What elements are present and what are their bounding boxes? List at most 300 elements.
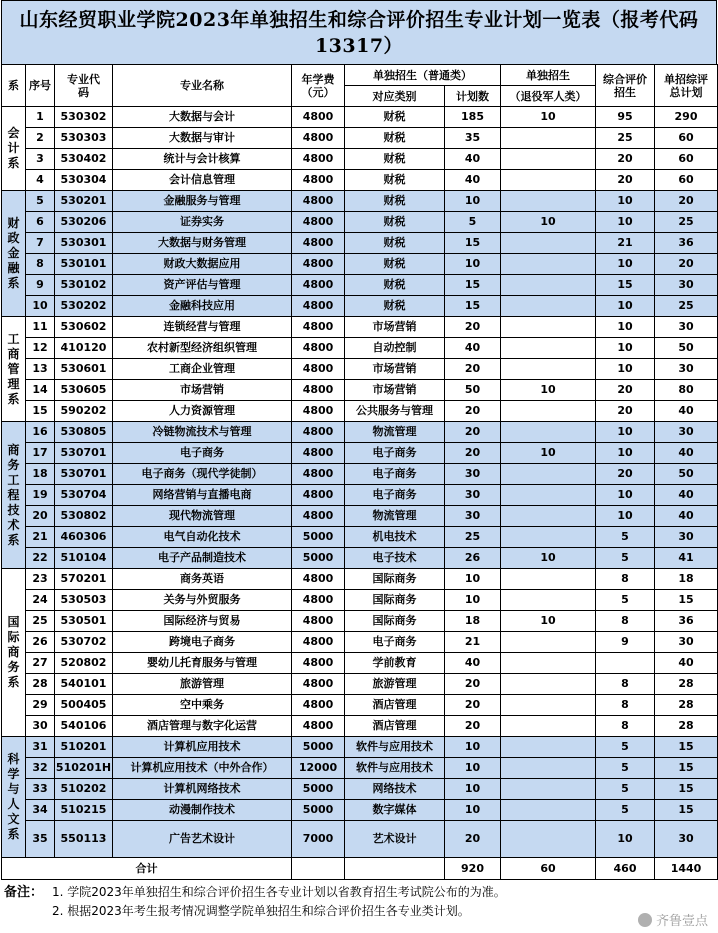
totals-veteran: 60 [501, 858, 596, 880]
cell-plan: 26 [445, 548, 501, 569]
cell-major-name: 酒店管理与数字化运营 [113, 716, 292, 737]
cell-comprehensive: 8 [596, 674, 655, 695]
watermark-logo-icon [638, 913, 652, 927]
cell-plan: 10 [445, 254, 501, 275]
cell-fee: 5000 [292, 548, 345, 569]
cell-fee: 4800 [292, 716, 345, 737]
cell-comprehensive: 20 [596, 149, 655, 170]
cell-fee: 4800 [292, 191, 345, 212]
cell-total: 15 [655, 800, 718, 821]
cell-total: 36 [655, 233, 718, 254]
cell-fee: 4800 [292, 275, 345, 296]
cell-total: 40 [655, 485, 718, 506]
cell-comprehensive: 10 [596, 821, 655, 858]
cell-code: 530805 [55, 422, 113, 443]
cell-veteran [501, 590, 596, 611]
dept-name: 工商管理系 [7, 331, 20, 406]
table-row [2, 170, 718, 191]
cell-category: 财税 [345, 149, 445, 170]
cell-fee: 4800 [292, 695, 345, 716]
cell-comprehensive: 10 [596, 254, 655, 275]
cell-major-name: 会计信息管理 [113, 170, 292, 191]
cell-plan: 5 [445, 212, 501, 233]
totals-plan: 920 [445, 858, 501, 880]
cell-fee: 4800 [292, 170, 345, 191]
cell-category: 公共服务与管理 [345, 401, 445, 422]
cell-code: 530702 [55, 632, 113, 653]
cell-category: 市场营销 [345, 359, 445, 380]
cell-total: 30 [655, 632, 718, 653]
cell-seq: 28 [26, 674, 55, 695]
cell-total: 28 [655, 695, 718, 716]
cell-plan: 15 [445, 233, 501, 254]
cell-code: 530802 [55, 506, 113, 527]
cell-category: 国际商务 [345, 611, 445, 632]
table-row [2, 191, 718, 212]
cell-comprehensive: 20 [596, 380, 655, 401]
cell-total: 50 [655, 464, 718, 485]
cell-code: 530202 [55, 296, 113, 317]
totals-blank [345, 858, 445, 880]
table-row [2, 443, 718, 464]
cell-seq: 21 [26, 527, 55, 548]
cell-comprehensive: 5 [596, 548, 655, 569]
cell-plan: 30 [445, 485, 501, 506]
cell-code: 410120 [55, 338, 113, 359]
cell-comprehensive: 10 [596, 422, 655, 443]
cell-total: 40 [655, 401, 718, 422]
cell-major-name: 冷链物流技术与管理 [113, 422, 292, 443]
cell-plan: 10 [445, 569, 501, 590]
cell-seq: 24 [26, 590, 55, 611]
table-row [2, 128, 718, 149]
cell-major-name: 证券实务 [113, 212, 292, 233]
cell-plan: 21 [445, 632, 501, 653]
cell-seq: 7 [26, 233, 55, 254]
cell-major-name: 财政大数据应用 [113, 254, 292, 275]
cell-fee: 4800 [292, 632, 345, 653]
cell-major-name: 农村新型经济组织管理 [113, 338, 292, 359]
cell-seq: 9 [26, 275, 55, 296]
cell-total: 41 [655, 548, 718, 569]
cell-plan: 20 [445, 716, 501, 737]
table-row [2, 758, 718, 779]
cell-seq: 8 [26, 254, 55, 275]
totals-total: 1440 [655, 858, 718, 880]
dept-cell [2, 422, 26, 569]
cell-category: 财税 [345, 128, 445, 149]
cell-code: 530304 [55, 170, 113, 191]
cell-plan: 30 [445, 464, 501, 485]
cell-comprehensive: 8 [596, 716, 655, 737]
cell-category: 市场营销 [345, 317, 445, 338]
enrollment-plan-table [1, 64, 718, 880]
table-row [2, 317, 718, 338]
cell-veteran [501, 779, 596, 800]
table-row [2, 485, 718, 506]
cell-seq: 10 [26, 296, 55, 317]
table-row [2, 611, 718, 632]
cell-veteran [501, 128, 596, 149]
cell-seq: 35 [26, 821, 55, 858]
cell-comprehensive: 5 [596, 800, 655, 821]
header-comprehensive: 综合评价招生 [596, 65, 655, 107]
cell-major-name: 金融服务与管理 [113, 191, 292, 212]
cell-seq: 17 [26, 443, 55, 464]
cell-code: 530201 [55, 191, 113, 212]
cell-veteran [501, 569, 596, 590]
cell-fee: 4800 [292, 590, 345, 611]
cell-seq: 33 [26, 779, 55, 800]
cell-comprehensive: 10 [596, 212, 655, 233]
note-line-1: 1. 学院2023年单独招生和综合评价招生各专业计划以省教育招生考试院公布的为准。 [52, 885, 506, 899]
dept-cell [2, 569, 26, 737]
notes-label: 备注： [4, 885, 44, 900]
cell-veteran: 10 [501, 107, 596, 128]
table-row [2, 506, 718, 527]
cell-plan: 15 [445, 275, 501, 296]
cell-total: 60 [655, 128, 718, 149]
cell-veteran [501, 254, 596, 275]
cell-seq: 34 [26, 800, 55, 821]
note-line-2: 2. 根据2023年考生报考情况调整学院单独招生和综合评价招生各专业类计划。 [52, 904, 470, 918]
cell-category: 电子商务 [345, 485, 445, 506]
cell-category: 财税 [345, 233, 445, 254]
cell-code: 570201 [55, 569, 113, 590]
cell-plan: 40 [445, 170, 501, 191]
dept-name: 会计系 [7, 126, 20, 170]
cell-major-name: 连锁经营与管理 [113, 317, 292, 338]
cell-plan: 10 [445, 758, 501, 779]
cell-comprehensive: 9 [596, 632, 655, 653]
cell-fee: 4800 [292, 401, 345, 422]
cell-code: 530302 [55, 107, 113, 128]
cell-plan: 50 [445, 380, 501, 401]
cell-comprehensive: 10 [596, 359, 655, 380]
cell-category: 酒店管理 [345, 716, 445, 737]
cell-code: 530701 [55, 464, 113, 485]
cell-code: 510201H [55, 758, 113, 779]
cell-total: 40 [655, 443, 718, 464]
cell-fee: 4800 [292, 296, 345, 317]
cell-major-name: 大数据与会计 [113, 107, 292, 128]
cell-veteran [501, 317, 596, 338]
header-total: 单招综评总计划 [655, 65, 718, 107]
cell-comprehensive: 5 [596, 758, 655, 779]
cell-total: 60 [655, 149, 718, 170]
cell-major-name: 电子产品制造技术 [113, 548, 292, 569]
cell-category: 软件与应用技术 [345, 758, 445, 779]
cell-comprehensive [596, 653, 655, 674]
cell-comprehensive: 10 [596, 506, 655, 527]
header-seq: 序号 [26, 65, 55, 107]
table-row [2, 296, 718, 317]
cell-total: 80 [655, 380, 718, 401]
cell-veteran [501, 695, 596, 716]
cell-major-name: 旅游管理 [113, 674, 292, 695]
cell-comprehensive: 10 [596, 338, 655, 359]
page-title: 山东经贸职业学院2023年单独招生和综合评价招生专业计划一览表（报考代码13317） [1, 0, 717, 64]
cell-category: 艺术设计 [345, 821, 445, 858]
table-row [2, 695, 718, 716]
cell-fee: 4800 [292, 569, 345, 590]
cell-category: 国际商务 [345, 590, 445, 611]
cell-plan: 35 [445, 128, 501, 149]
cell-plan: 20 [445, 359, 501, 380]
cell-major-name: 广告艺术设计 [113, 821, 292, 858]
cell-code: 540101 [55, 674, 113, 695]
cell-seq: 14 [26, 380, 55, 401]
cell-fee: 4800 [292, 485, 345, 506]
cell-major-name: 计算机应用技术（中外合作） [113, 758, 292, 779]
cell-code: 510201 [55, 737, 113, 758]
cell-code: 530206 [55, 212, 113, 233]
cell-major-name: 人力资源管理 [113, 401, 292, 422]
cell-veteran [501, 401, 596, 422]
cell-seq: 29 [26, 695, 55, 716]
cell-category: 国际商务 [345, 569, 445, 590]
cell-total: 15 [655, 758, 718, 779]
cell-major-name: 电气自动化技术 [113, 527, 292, 548]
cell-veteran [501, 653, 596, 674]
cell-total: 15 [655, 590, 718, 611]
cell-fee: 4800 [292, 317, 345, 338]
cell-seq: 12 [26, 338, 55, 359]
cell-category: 物流管理 [345, 506, 445, 527]
cell-seq: 15 [26, 401, 55, 422]
table-row [2, 359, 718, 380]
cell-total: 30 [655, 422, 718, 443]
cell-total: 18 [655, 569, 718, 590]
cell-veteran [501, 191, 596, 212]
cell-veteran [501, 275, 596, 296]
cell-total: 20 [655, 191, 718, 212]
cell-category: 网络技术 [345, 779, 445, 800]
cell-code: 530303 [55, 128, 113, 149]
cell-plan: 10 [445, 800, 501, 821]
cell-veteran [501, 527, 596, 548]
cell-fee: 4800 [292, 443, 345, 464]
table-row [2, 422, 718, 443]
cell-total: 25 [655, 296, 718, 317]
cell-major-name: 关务与外贸服务 [113, 590, 292, 611]
cell-fee: 4800 [292, 611, 345, 632]
cell-code: 520802 [55, 653, 113, 674]
cell-seq: 26 [26, 632, 55, 653]
cell-major-name: 计算机应用技术 [113, 737, 292, 758]
cell-major-name: 工商企业管理 [113, 359, 292, 380]
totals-row [2, 858, 718, 880]
header-single-general: 单独招生（普通类） [345, 65, 501, 86]
cell-major-name: 统计与会计核算 [113, 149, 292, 170]
cell-total: 15 [655, 737, 718, 758]
header-dept: 系 [2, 65, 26, 107]
cell-comprehensive: 95 [596, 107, 655, 128]
table-row [2, 527, 718, 548]
cell-major-name: 商务英语 [113, 569, 292, 590]
cell-seq: 30 [26, 716, 55, 737]
cell-category: 财税 [345, 107, 445, 128]
cell-code: 460306 [55, 527, 113, 548]
cell-seq: 11 [26, 317, 55, 338]
cell-seq: 3 [26, 149, 55, 170]
cell-seq: 25 [26, 611, 55, 632]
table-row [2, 569, 718, 590]
cell-plan: 18 [445, 611, 501, 632]
cell-plan: 20 [445, 674, 501, 695]
cell-fee: 4800 [292, 380, 345, 401]
cell-veteran [501, 338, 596, 359]
cell-fee: 4800 [292, 338, 345, 359]
cell-fee: 4800 [292, 653, 345, 674]
cell-veteran: 10 [501, 212, 596, 233]
header-single-veteran-line1: 单独招生 [501, 65, 596, 86]
cell-code: 530602 [55, 317, 113, 338]
cell-code: 550113 [55, 821, 113, 858]
cell-fee: 4800 [292, 128, 345, 149]
cell-major-name: 婴幼儿托育服务与管理 [113, 653, 292, 674]
cell-comprehensive: 10 [596, 317, 655, 338]
cell-seq: 5 [26, 191, 55, 212]
cell-veteran [501, 149, 596, 170]
watermark [638, 910, 708, 929]
cell-veteran: 10 [501, 548, 596, 569]
cell-fee: 5000 [292, 737, 345, 758]
cell-category: 财税 [345, 170, 445, 191]
cell-total: 60 [655, 170, 718, 191]
cell-comprehensive: 5 [596, 779, 655, 800]
cell-category: 机电技术 [345, 527, 445, 548]
cell-code: 540106 [55, 716, 113, 737]
cell-code: 530701 [55, 443, 113, 464]
table-row [2, 590, 718, 611]
cell-major-name: 跨境电子商务 [113, 632, 292, 653]
cell-total: 30 [655, 317, 718, 338]
table-row [2, 779, 718, 800]
cell-category: 财税 [345, 275, 445, 296]
cell-code: 510104 [55, 548, 113, 569]
cell-major-name: 空中乘务 [113, 695, 292, 716]
table-row [2, 254, 718, 275]
cell-fee: 4800 [292, 212, 345, 233]
cell-total: 30 [655, 275, 718, 296]
cell-seq: 18 [26, 464, 55, 485]
cell-total: 36 [655, 611, 718, 632]
cell-category: 电子商务 [345, 632, 445, 653]
cell-code: 530601 [55, 359, 113, 380]
dept-cell [2, 737, 26, 858]
cell-fee: 5000 [292, 779, 345, 800]
cell-plan: 10 [445, 737, 501, 758]
table-row [2, 674, 718, 695]
dept-cell [2, 317, 26, 422]
cell-major-name: 金融科技应用 [113, 296, 292, 317]
cell-total: 290 [655, 107, 718, 128]
cell-category: 财税 [345, 254, 445, 275]
cell-major-name: 资产评估与管理 [113, 275, 292, 296]
cell-comprehensive: 8 [596, 695, 655, 716]
cell-seq: 6 [26, 212, 55, 233]
cell-major-name: 网络营销与直播电商 [113, 485, 292, 506]
watermark-text: 齐鲁壹点 [655, 914, 708, 929]
cell-seq: 19 [26, 485, 55, 506]
cell-seq: 22 [26, 548, 55, 569]
cell-veteran [501, 296, 596, 317]
cell-fee: 4800 [292, 233, 345, 254]
cell-code: 530704 [55, 485, 113, 506]
cell-comprehensive: 20 [596, 464, 655, 485]
cell-veteran [501, 716, 596, 737]
cell-code: 530102 [55, 275, 113, 296]
cell-fee: 4800 [292, 149, 345, 170]
cell-veteran [501, 170, 596, 191]
cell-plan: 10 [445, 590, 501, 611]
cell-comprehensive: 8 [596, 611, 655, 632]
cell-major-name: 市场营销 [113, 380, 292, 401]
cell-plan: 20 [445, 401, 501, 422]
cell-code: 500405 [55, 695, 113, 716]
cell-veteran: 10 [501, 380, 596, 401]
cell-fee: 5000 [292, 527, 345, 548]
header-name: 专业名称 [113, 65, 292, 107]
cell-veteran [501, 674, 596, 695]
header-category: 对应类别 [345, 86, 445, 107]
cell-plan: 10 [445, 779, 501, 800]
cell-fee: 4800 [292, 506, 345, 527]
cell-veteran: 10 [501, 611, 596, 632]
dept-cell [2, 191, 26, 317]
cell-code: 530605 [55, 380, 113, 401]
cell-category: 旅游管理 [345, 674, 445, 695]
cell-major-name: 电子商务 [113, 443, 292, 464]
cell-total: 28 [655, 674, 718, 695]
cell-plan: 20 [445, 443, 501, 464]
cell-major-name: 动漫制作技术 [113, 800, 292, 821]
cell-seq: 1 [26, 107, 55, 128]
dept-name: 国际商务系 [7, 615, 20, 689]
cell-seq: 31 [26, 737, 55, 758]
cell-category: 物流管理 [345, 422, 445, 443]
table-row [2, 212, 718, 233]
table-row [2, 233, 718, 254]
cell-plan: 40 [445, 338, 501, 359]
cell-comprehensive: 10 [596, 443, 655, 464]
cell-comprehensive: 21 [596, 233, 655, 254]
table-row [2, 107, 718, 128]
totals-comprehensive: 460 [596, 858, 655, 880]
table-row [2, 800, 718, 821]
cell-comprehensive: 10 [596, 191, 655, 212]
cell-veteran [501, 737, 596, 758]
cell-veteran [501, 800, 596, 821]
cell-fee: 7000 [292, 821, 345, 858]
dept-cell [2, 107, 26, 191]
cell-total: 40 [655, 653, 718, 674]
cell-comprehensive: 20 [596, 170, 655, 191]
cell-category: 学前教育 [345, 653, 445, 674]
dept-name: 商务工程技术系 [7, 442, 20, 547]
cell-comprehensive: 25 [596, 128, 655, 149]
cell-fee: 4800 [292, 674, 345, 695]
cell-major-name: 现代物流管理 [113, 506, 292, 527]
table-row [2, 653, 718, 674]
cell-code: 530101 [55, 254, 113, 275]
cell-comprehensive: 5 [596, 527, 655, 548]
cell-total: 25 [655, 212, 718, 233]
cell-category: 财税 [345, 212, 445, 233]
cell-comprehensive: 10 [596, 296, 655, 317]
totals-label: 合计 [2, 858, 292, 880]
